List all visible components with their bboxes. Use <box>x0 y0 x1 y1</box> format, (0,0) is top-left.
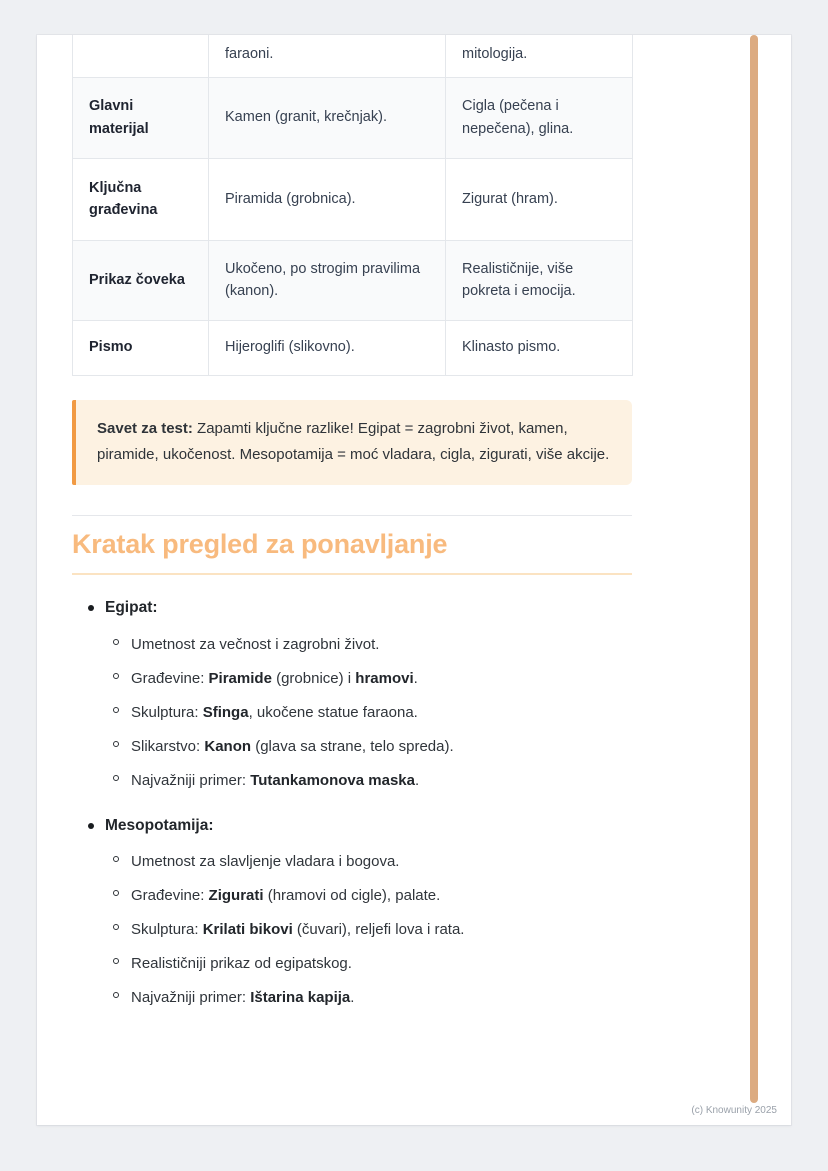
table-cell-label: Ključna građevina <box>73 158 209 240</box>
table-cell: mitologija. <box>446 35 633 77</box>
sub-list-item <box>113 953 632 974</box>
comparison-table <box>72 35 633 376</box>
sub-list <box>113 634 632 791</box>
circle-bullet-icon <box>113 958 119 964</box>
copyright-label: (c) Knowunity 2025 <box>691 1105 777 1116</box>
tip-callout <box>72 400 632 485</box>
circle-bullet-icon <box>113 890 119 896</box>
section-title: Kratak pregled za ponavljanje <box>72 529 632 575</box>
list-group-label: Egipat: <box>105 598 158 616</box>
document-page <box>37 35 791 1125</box>
list-group-body <box>105 597 632 810</box>
sub-list-text: Građevine: Zigurati (hramovi od cigle), palate. <box>131 887 441 905</box>
sub-list-text: Realističniji prikaz od egipatskog. <box>131 955 352 973</box>
sub-list-text: Skulptura: Sfinga, ukočene statue faraona. <box>131 703 418 721</box>
tip-label: Savet za test: <box>97 419 193 437</box>
table-cell: Ukočeno, po strogim pravilima (kanon). <box>209 240 446 320</box>
table-cell-label: Glavni materijal <box>73 77 209 158</box>
table-row <box>73 320 633 375</box>
table-cell: Hijeroglifi (slikovno). <box>209 320 446 375</box>
table-row <box>73 35 633 77</box>
table-cell-label: Prikaz čoveka <box>73 240 209 320</box>
table-row <box>73 158 633 240</box>
sub-list-text: Najvažniji primer: Ištarina kapija. <box>131 989 355 1007</box>
sub-list-text: Umetnost za večnost i zagrobni život. <box>131 635 380 653</box>
sub-list-text: Građevine: Piramide (grobnice) i hramovi. <box>131 669 418 687</box>
sub-list-item <box>113 634 632 655</box>
page-content <box>37 35 632 1027</box>
list-group-label: Mesopotamija: <box>105 816 214 834</box>
table-cell-label <box>73 35 209 77</box>
sub-list-item <box>113 987 632 1008</box>
circle-bullet-icon <box>113 639 119 645</box>
sub-list-item <box>113 668 632 689</box>
sub-list-item <box>113 885 632 906</box>
section-divider <box>72 515 632 516</box>
circle-bullet-icon <box>113 673 119 679</box>
table-cell: Zigurat (hram). <box>446 158 633 240</box>
summary-list <box>72 597 632 1027</box>
table-cell: Klinasto pismo. <box>446 320 633 375</box>
circle-bullet-icon <box>113 741 119 747</box>
table-cell: Kamen (granit, krečnjak). <box>209 77 446 158</box>
circle-bullet-icon <box>113 707 119 713</box>
list-group-body <box>105 815 632 1028</box>
sub-list-item <box>113 702 632 723</box>
table-cell: Realističnije, više pokreta i emocija. <box>446 240 633 320</box>
circle-bullet-icon <box>113 924 119 930</box>
circle-bullet-icon <box>113 775 119 781</box>
table-cell: faraoni. <box>209 35 446 77</box>
sub-list-text: Slikarstvo: Kanon (glava sa strane, telo spreda). <box>131 737 454 755</box>
list-item-mesopotamija <box>88 815 632 1028</box>
tip-text <box>97 416 612 469</box>
sub-list <box>113 851 632 1008</box>
sub-list-text: Umetnost za slavljenje vladara i bogova. <box>131 853 400 871</box>
circle-bullet-icon <box>113 856 119 862</box>
circle-bullet-icon <box>113 992 119 998</box>
disc-bullet-icon <box>88 605 94 611</box>
sub-list-item <box>113 736 632 757</box>
table-cell-label: Pismo <box>73 320 209 375</box>
table-cell: Cigla (pečena i nepečena), glina. <box>446 77 633 158</box>
disc-bullet-icon <box>88 823 94 829</box>
sub-list-text: Najvažniji primer: Tutankamonova maska. <box>131 771 420 789</box>
list-item-egipat <box>88 597 632 810</box>
sub-list-item <box>113 919 632 940</box>
sub-list-text: Skulptura: Krilati bikovi (čuvari), reljefi lova i rata. <box>131 921 465 939</box>
table-row <box>73 240 633 320</box>
table-row <box>73 77 633 158</box>
tip-body: Zapamti ključne razlike! Egipat = zagrobni život, kamen, piramide, ukočenost. Mesopotamija = moć vladara, cigla, zigurati, više akcije. <box>97 419 610 464</box>
table-cell: Piramida (grobnica). <box>209 158 446 240</box>
sub-list-item <box>113 851 632 872</box>
scroll-indicator[interactable] <box>750 35 758 1103</box>
sub-list-item <box>113 770 632 791</box>
